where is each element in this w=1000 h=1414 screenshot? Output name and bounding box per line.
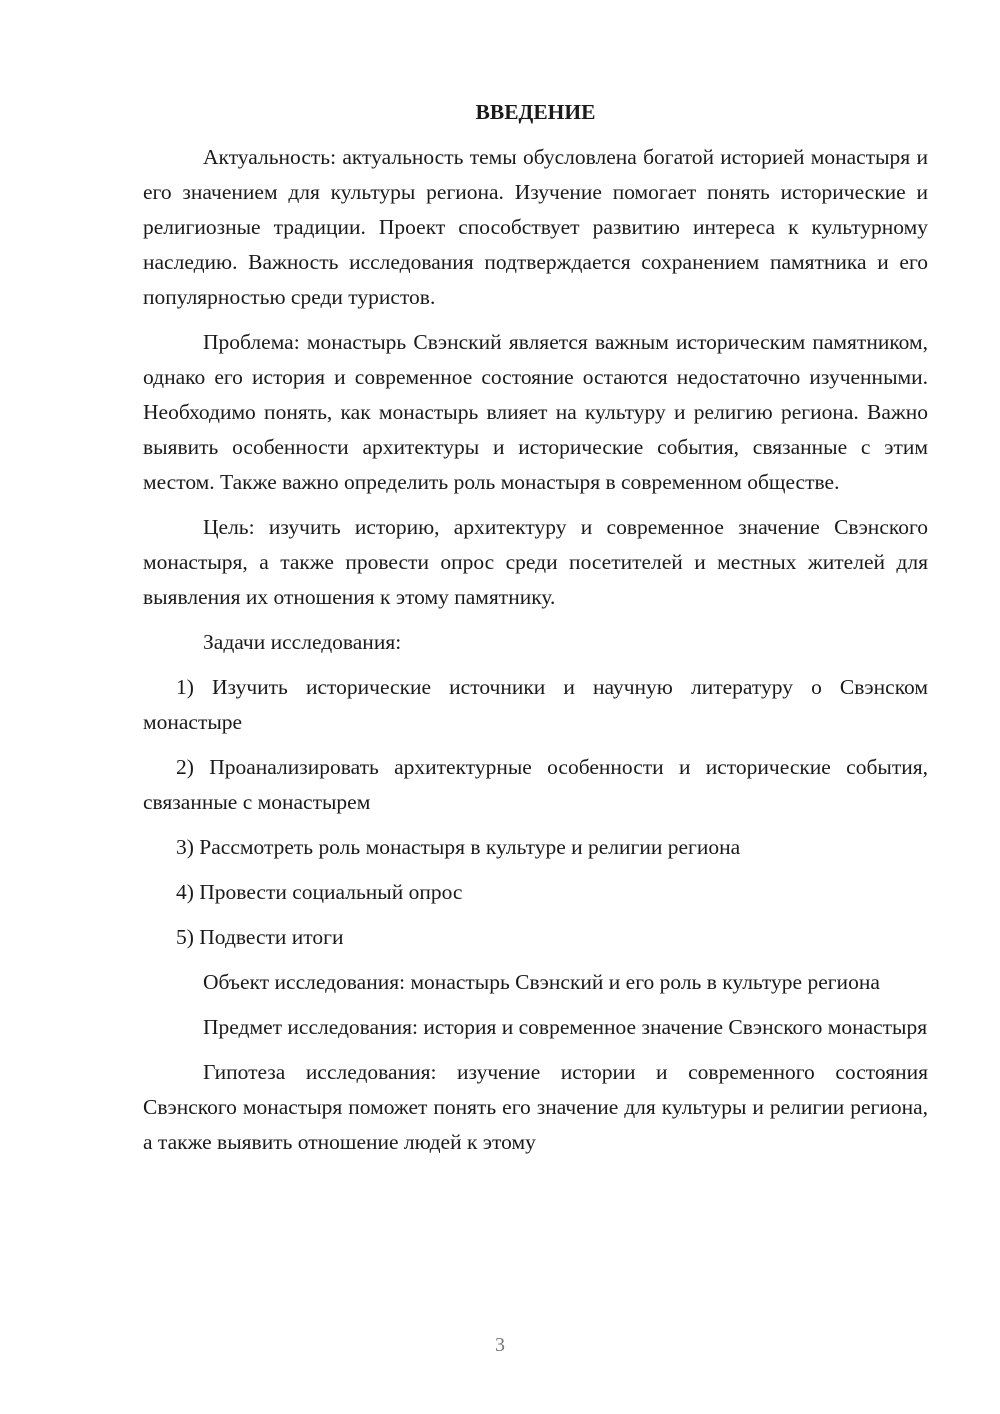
paragraph-hypothesis: Гипотеза исследования: изучение истории и современного состояния Свэнского монастыря поможет понять его значение для культуры и религии региона, а также выявить отношение людей к этому <box>143 1060 928 1154</box>
paragraph-tasks-heading: Задачи исследования: <box>203 630 402 654</box>
task-item-4: 4) Провести социальный опрос <box>176 880 463 904</box>
task-item-2: 2) Проанализировать архитектурные особенности и исторические события, связанные с монастырем <box>143 755 928 814</box>
paragraph-object: Объект исследования: монастырь Свэнский и его роль в культуре региона <box>203 970 880 994</box>
paragraph-subject: Предмет исследования: история и современное значение Свэнского монастыря <box>203 1015 928 1039</box>
page-title: ВВЕДЕНИЕ <box>475 100 596 124</box>
paragraph-problem: Проблема: монастырь Свэнский является важным историческим памятником, однако его история и современное состояние остаются недостаточно изученными. Необходимо понять, как монастырь влияет на культуру и религию региона. Важно выявить особенности архитектуры и исторические события, связанные с этим местом. Также важно определить роль монастыря в современном обществе. <box>143 330 928 494</box>
paragraph-relevance: Актуальность: актуальность темы обусловлена богатой историей монастыря и его значением для культуры региона. Изучение помогает понять исторические и религиозные традиции. Проект способствует развитию интереса к культурному наследию. Важность исследования подтверждается сохранением памятника и его популярностью среди туристов. <box>143 145 928 309</box>
task-item-1: 1) Изучить исторические источники и научную литературу о Свэнском монастыре <box>143 675 928 734</box>
task-item-5: 5) Подвести итоги <box>176 925 344 949</box>
document-page <box>143 95 928 1170</box>
task-item-3: 3) Рассмотреть роль монастыря в культуре и религии региона <box>176 835 741 859</box>
page-number: 3 <box>495 1334 505 1356</box>
paragraph-goal: Цель: изучить историю, архитектуру и современное значение Свэнского монастыря, а также провести опрос среди посетителей и местных жителей для выявления их отношения к этому памятнику. <box>143 515 928 609</box>
